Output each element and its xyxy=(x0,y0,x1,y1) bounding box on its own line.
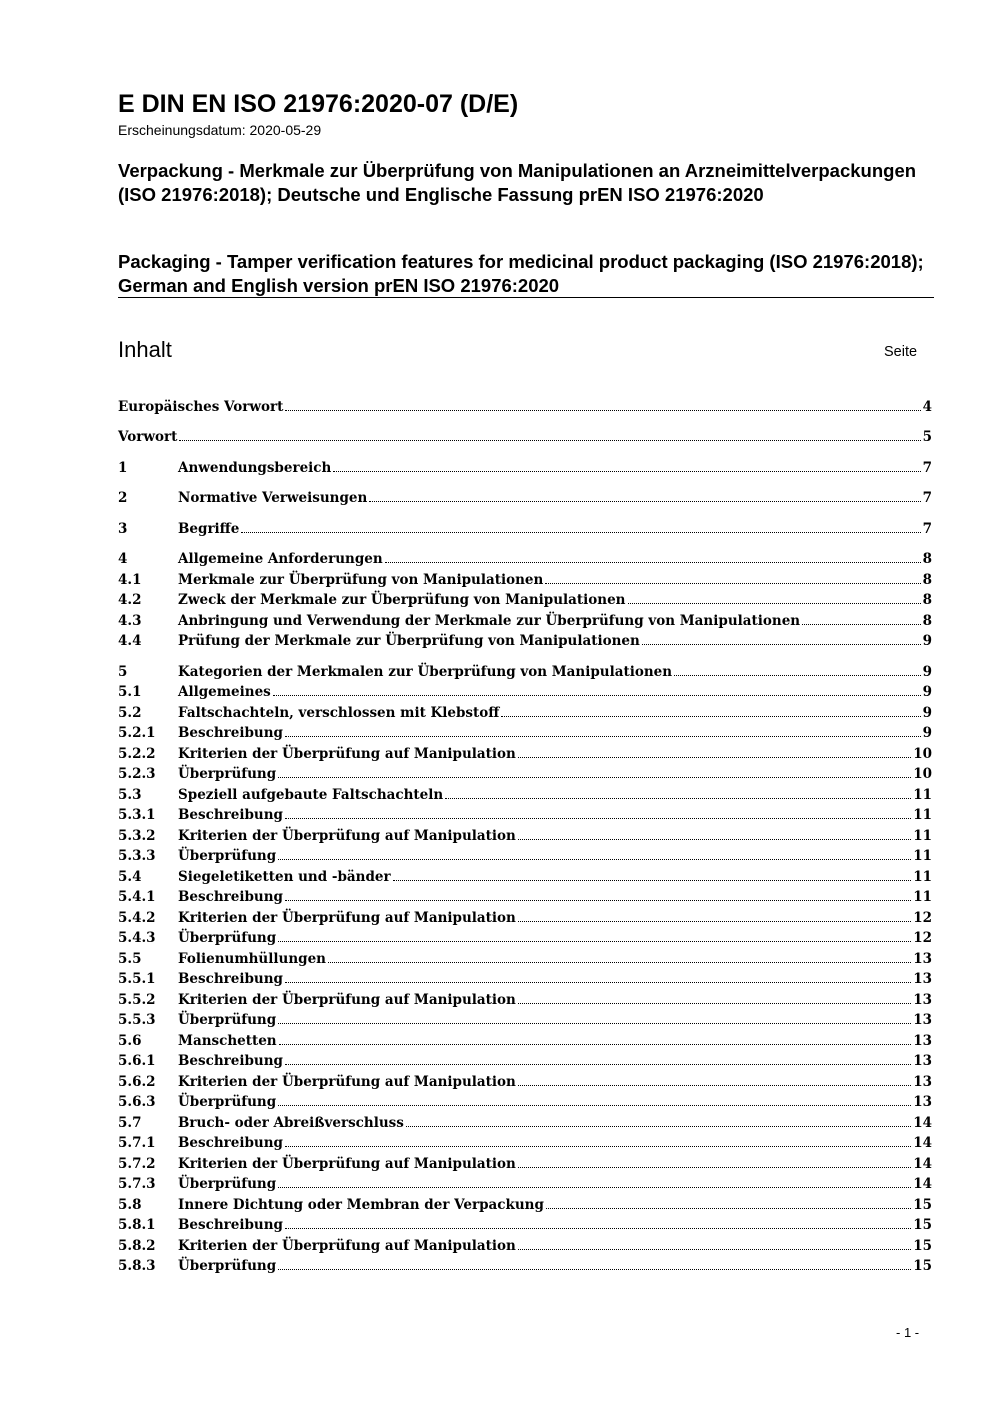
toc-dot-leader xyxy=(545,583,920,584)
toc-entry-title: Zweck der Merkmale zur Überprüfung von Manipulationen xyxy=(178,592,626,608)
toc-entry-number: 5.8.2 xyxy=(118,1237,156,1254)
toc-heading: Inhalt xyxy=(118,337,172,362)
title-divider xyxy=(118,297,934,298)
toc-dot-leader xyxy=(285,1228,911,1229)
toc-entry-number: 4.3 xyxy=(118,612,142,629)
toc-entry-title: Überprüfung xyxy=(178,1176,277,1192)
toc-entry[interactable] xyxy=(118,1069,932,1090)
toc-entry-title: Überprüfung xyxy=(178,1094,277,1110)
publication-date: Erscheinungsdatum: 2020-05-29 xyxy=(118,122,322,138)
toc-entry-number: 5.7 xyxy=(118,1114,142,1131)
toc-entry[interactable] xyxy=(118,567,932,588)
toc-entry-number: 4.2 xyxy=(118,592,142,608)
toc-entry-page: 9 xyxy=(922,725,932,741)
toc-entry[interactable] xyxy=(118,844,932,865)
toc-entry-number: 5.5.3 xyxy=(118,1012,156,1028)
toc-entry-title: Merkmale zur Überprüfung von Manipulationen xyxy=(178,571,544,588)
toc-entry-page: 11 xyxy=(913,848,932,864)
toc-dot-leader xyxy=(546,1208,911,1209)
toc-entry-number: 5.6.3 xyxy=(118,1094,156,1110)
toc-dot-leader xyxy=(628,603,921,604)
toc-entry-title: Kriterien der Überprüfung auf Manipulation xyxy=(178,991,516,1008)
toc-entry-number: 5.2 xyxy=(118,704,142,721)
toc-dot-leader xyxy=(518,1085,911,1086)
toc-entry-number: 5.7.2 xyxy=(118,1155,156,1172)
toc-entry-title: Vorwort xyxy=(118,429,178,445)
toc-entry-title: Beschreibung xyxy=(178,725,283,741)
toc-entry[interactable] xyxy=(118,1254,932,1275)
toc-entry-number: 5.4.1 xyxy=(118,889,156,905)
toc-entry-page: 11 xyxy=(913,807,932,823)
toc-entry-title: Folienumhüllungen xyxy=(178,950,326,967)
toc-entry-number: 5.6.2 xyxy=(118,1073,156,1090)
toc-entry-page: 11 xyxy=(913,868,932,885)
toc-entry-number: 5.7.3 xyxy=(118,1176,156,1192)
toc-entry-number: 5.3 xyxy=(118,786,142,803)
table-of-contents xyxy=(118,394,932,1274)
toc-entry-number: 5.3.1 xyxy=(118,807,156,823)
toc-entry-page: 11 xyxy=(913,827,932,844)
toc-dot-leader xyxy=(241,532,920,533)
toc-dot-leader xyxy=(445,798,911,799)
toc-dot-leader xyxy=(642,644,921,645)
toc-entry-page: 9 xyxy=(922,663,932,680)
toc-entry-title: Beschreibung xyxy=(178,1217,283,1233)
toc-entry-title: Kriterien der Überprüfung auf Manipulation xyxy=(178,1237,516,1254)
toc-entry[interactable] xyxy=(118,946,932,967)
toc-entry-title: Kriterien der Überprüfung auf Manipulation xyxy=(178,1155,516,1172)
toc-dot-leader xyxy=(518,921,911,922)
toc-entry-page: 8 xyxy=(922,551,932,567)
toc-dot-leader xyxy=(279,1044,912,1045)
toc-entry-page: 14 xyxy=(913,1176,932,1192)
toc-entry[interactable] xyxy=(118,905,932,926)
toc-dot-leader xyxy=(406,1126,911,1127)
toc-entry-title: Kriterien der Überprüfung auf Manipulation xyxy=(178,909,516,926)
toc-entry[interactable] xyxy=(118,700,932,721)
toc-dot-leader xyxy=(278,1023,911,1024)
toc-dot-leader xyxy=(285,982,911,983)
toc-entry-page: 11 xyxy=(913,889,932,905)
toc-entry[interactable] xyxy=(118,486,932,507)
toc-dot-leader xyxy=(273,695,921,696)
toc-entry[interactable] xyxy=(118,987,932,1008)
title-english: Packaging - Tamper verification features for medicinal product packaging (ISO 21976:2018); German and English version prEN ISO 21976:2020 xyxy=(118,251,924,296)
toc-entry-title: Überprüfung xyxy=(178,930,277,946)
toc-dot-leader xyxy=(393,880,912,881)
toc-entry-number: 5.8.1 xyxy=(118,1217,156,1233)
toc-dot-leader xyxy=(278,1105,911,1106)
toc-entry[interactable] xyxy=(118,547,932,568)
toc-entry-number: 5 xyxy=(118,663,128,680)
toc-entry[interactable] xyxy=(118,1151,932,1172)
toc-entry-title: Beschreibung xyxy=(178,889,283,905)
title-german: Verpackung - Merkmale zur Überprüfung von Manipulationen an Arzneimittelverpackungen (ISO 21976:2018); Deutsche und Englische Fassung prEN ISO 21976:2020 xyxy=(118,160,917,205)
toc-entry-title: Überprüfung xyxy=(178,766,277,782)
toc-dot-leader xyxy=(278,941,911,942)
toc-dot-leader xyxy=(518,839,911,840)
toc-entry-page: 7 xyxy=(922,459,932,476)
toc-entry-number: 5.6 xyxy=(118,1032,142,1049)
toc-dot-leader xyxy=(285,900,911,901)
toc-dot-leader xyxy=(369,501,920,502)
toc-dot-leader xyxy=(328,962,911,963)
toc-entry-title: Überprüfung xyxy=(178,848,277,864)
toc-entry[interactable] xyxy=(118,425,932,446)
toc-entry[interactable] xyxy=(118,455,932,476)
toc-entry-number: 4.4 xyxy=(118,633,142,649)
toc-entry[interactable] xyxy=(118,823,932,844)
toc-entry-page: 13 xyxy=(913,1053,932,1069)
toc-entry-title: Normative Verweisungen xyxy=(178,490,368,506)
toc-entry[interactable] xyxy=(118,741,932,762)
toc-entry-number: 5.7.1 xyxy=(118,1135,156,1151)
toc-entry-title: Bruch- oder Abreißverschluss xyxy=(178,1114,404,1131)
toc-entry-page: 13 xyxy=(913,991,932,1008)
toc-entry-number: 5.3.3 xyxy=(118,848,156,864)
toc-dot-leader xyxy=(518,1167,911,1168)
toc-entry[interactable] xyxy=(118,1172,932,1193)
toc-entry-page: 8 xyxy=(922,571,932,588)
toc-entry-page: 10 xyxy=(913,766,932,782)
toc-entry-number: 5.3.2 xyxy=(118,827,156,844)
toc-entry[interactable] xyxy=(118,1131,932,1152)
toc-entry-number: 5.8.3 xyxy=(118,1258,156,1274)
toc-entry-number: 5.2.3 xyxy=(118,766,156,782)
toc-entry-page: 13 xyxy=(913,971,932,987)
toc-entry[interactable] xyxy=(118,1028,932,1049)
toc-entry-number: 5.2.1 xyxy=(118,725,156,741)
toc-entry-title: Begriffe xyxy=(178,520,240,537)
toc-entry-page: 7 xyxy=(922,520,932,537)
toc-entry-title: Prüfung der Merkmale zur Überprüfung von Manipulationen xyxy=(178,633,640,649)
toc-entry-number: 5.4.2 xyxy=(118,909,156,926)
toc-entry[interactable] xyxy=(118,967,932,988)
toc-entry-page: 13 xyxy=(913,950,932,967)
toc-entry-number: 5.5.2 xyxy=(118,991,156,1008)
toc-entry[interactable] xyxy=(118,1008,932,1029)
toc-dot-leader xyxy=(278,1187,911,1188)
toc-entry[interactable] xyxy=(118,1233,932,1254)
toc-entry[interactable] xyxy=(118,680,932,701)
toc-dot-leader xyxy=(285,736,921,737)
toc-entry-title: Speziell aufgebaute Faltschachteln xyxy=(178,786,444,803)
toc-entry-page: 8 xyxy=(922,612,932,629)
toc-entry[interactable] xyxy=(118,394,932,415)
toc-entry[interactable] xyxy=(118,1192,932,1213)
toc-entry[interactable] xyxy=(118,926,932,947)
toc-entry-page: 15 xyxy=(913,1217,932,1233)
toc-dot-leader xyxy=(278,1269,911,1270)
toc-dot-leader xyxy=(285,1146,911,1147)
toc-entry-page: 15 xyxy=(913,1258,932,1274)
toc-dot-leader xyxy=(802,624,920,625)
toc-entry-title: Kriterien der Überprüfung auf Manipulation xyxy=(178,745,516,762)
toc-entry-title: Anbringung und Verwendung der Merkmale zur Überprüfung von Manipulationen xyxy=(178,612,801,629)
toc-entry[interactable] xyxy=(118,629,932,650)
toc-entry[interactable] xyxy=(118,721,932,742)
toc-entry[interactable] xyxy=(118,885,932,906)
toc-entry-title: Anwendungsbereich xyxy=(178,459,332,476)
page-number: - 1 - xyxy=(896,1325,920,1340)
toc-dot-leader xyxy=(518,757,911,758)
toc-entry[interactable] xyxy=(118,588,932,609)
toc-entry-title: Allgemeine Anforderungen xyxy=(178,551,383,567)
toc-entry-number: 5.4.3 xyxy=(118,930,156,946)
toc-entry-page: 9 xyxy=(922,704,932,721)
toc-entry-page: 14 xyxy=(913,1155,932,1172)
toc-entry-title: Überprüfung xyxy=(178,1012,277,1028)
toc-entry[interactable] xyxy=(118,782,932,803)
toc-entry[interactable] xyxy=(118,864,932,885)
toc-dot-leader xyxy=(179,440,920,441)
toc-entry-page: 13 xyxy=(913,1032,932,1049)
toc-entry-page: 15 xyxy=(913,1196,932,1213)
toc-entry-page: 14 xyxy=(913,1135,932,1151)
toc-page-column-label: Seite xyxy=(884,344,918,360)
toc-entry[interactable] xyxy=(118,1213,932,1234)
toc-dot-leader xyxy=(278,777,911,778)
toc-entry-number: 4.1 xyxy=(118,571,142,588)
toc-dot-leader xyxy=(285,410,920,411)
toc-entry-title: Faltschachteln, verschlossen mit Klebstoff xyxy=(178,704,500,721)
toc-entry-number: 5.4 xyxy=(118,868,142,885)
toc-entry-page: 9 xyxy=(922,633,932,649)
toc-entry-number: 3 xyxy=(118,520,128,537)
toc-entry-number: 5.8 xyxy=(118,1196,142,1213)
toc-entry-page: 11 xyxy=(913,786,932,803)
toc-entry[interactable] xyxy=(118,516,932,537)
toc-dot-leader xyxy=(518,1249,911,1250)
toc-entry-page: 12 xyxy=(913,930,932,946)
toc-entry-number: 5.1 xyxy=(118,684,142,700)
toc-dot-leader xyxy=(333,471,920,472)
toc-entry-number: 4 xyxy=(118,551,128,567)
toc-dot-leader xyxy=(501,716,920,717)
toc-dot-leader xyxy=(278,859,911,860)
toc-entry-number: 2 xyxy=(118,490,128,506)
toc-entry-title: Kriterien der Überprüfung auf Manipulation xyxy=(178,827,516,844)
toc-entry-title: Manschetten xyxy=(178,1032,277,1049)
toc-entry-page: 14 xyxy=(913,1114,932,1131)
toc-entry-title: Beschreibung xyxy=(178,971,283,987)
toc-entry-number: 5.2.2 xyxy=(118,745,156,762)
toc-entry-page: 15 xyxy=(913,1237,932,1254)
document-id: E DIN EN ISO 21976:2020-07 (D/E) xyxy=(118,90,519,118)
toc-entry-page: 13 xyxy=(913,1012,932,1028)
toc-entry-page: 7 xyxy=(922,490,932,506)
toc-entry-number: 5.6.1 xyxy=(118,1053,156,1069)
toc-entry-page: 13 xyxy=(913,1073,932,1090)
toc-dot-leader xyxy=(674,675,921,676)
toc-entry[interactable] xyxy=(118,1049,932,1070)
toc-entry-page: 10 xyxy=(913,745,932,762)
toc-dot-leader xyxy=(518,1003,911,1004)
toc-entry-title: Beschreibung xyxy=(178,1053,283,1069)
toc-entry[interactable] xyxy=(118,803,932,824)
toc-entry-page: 12 xyxy=(913,909,932,926)
toc-entry-title: Beschreibung xyxy=(178,807,283,823)
toc-entry-number: 5.5.1 xyxy=(118,971,156,987)
toc-entry[interactable] xyxy=(118,608,932,629)
toc-dot-leader xyxy=(285,818,911,819)
toc-entry-title: Kriterien der Überprüfung auf Manipulation xyxy=(178,1073,516,1090)
toc-entry-title: Innere Dichtung oder Membran der Verpackung xyxy=(178,1196,544,1213)
toc-entry-page: 5 xyxy=(922,429,932,445)
toc-entry-number: 1 xyxy=(118,459,128,476)
toc-entry[interactable] xyxy=(118,659,932,680)
toc-entry-number: 5.5 xyxy=(118,950,142,967)
toc-entry[interactable] xyxy=(118,1110,932,1131)
toc-dot-leader xyxy=(385,562,921,563)
toc-entry-page: 13 xyxy=(913,1094,932,1110)
toc-entry-title: Überprüfung xyxy=(178,1258,277,1274)
toc-dot-leader xyxy=(285,1064,911,1065)
toc-entry-title: Kategorien der Merkmalen zur Überprüfung von Manipulationen xyxy=(178,663,673,680)
toc-entry-page: 4 xyxy=(922,398,932,415)
toc-entry-title: Beschreibung xyxy=(178,1135,283,1151)
toc-entry-page: 9 xyxy=(922,684,932,700)
toc-entry-title: Allgemeines xyxy=(178,684,271,700)
toc-entry-title: Europäisches Vorwort xyxy=(118,398,284,415)
toc-entry[interactable] xyxy=(118,762,932,783)
toc-entry-page: 8 xyxy=(922,592,932,608)
toc-entry[interactable] xyxy=(118,1090,932,1111)
toc-entry-title: Siegeletiketten und -bänder xyxy=(178,868,391,885)
